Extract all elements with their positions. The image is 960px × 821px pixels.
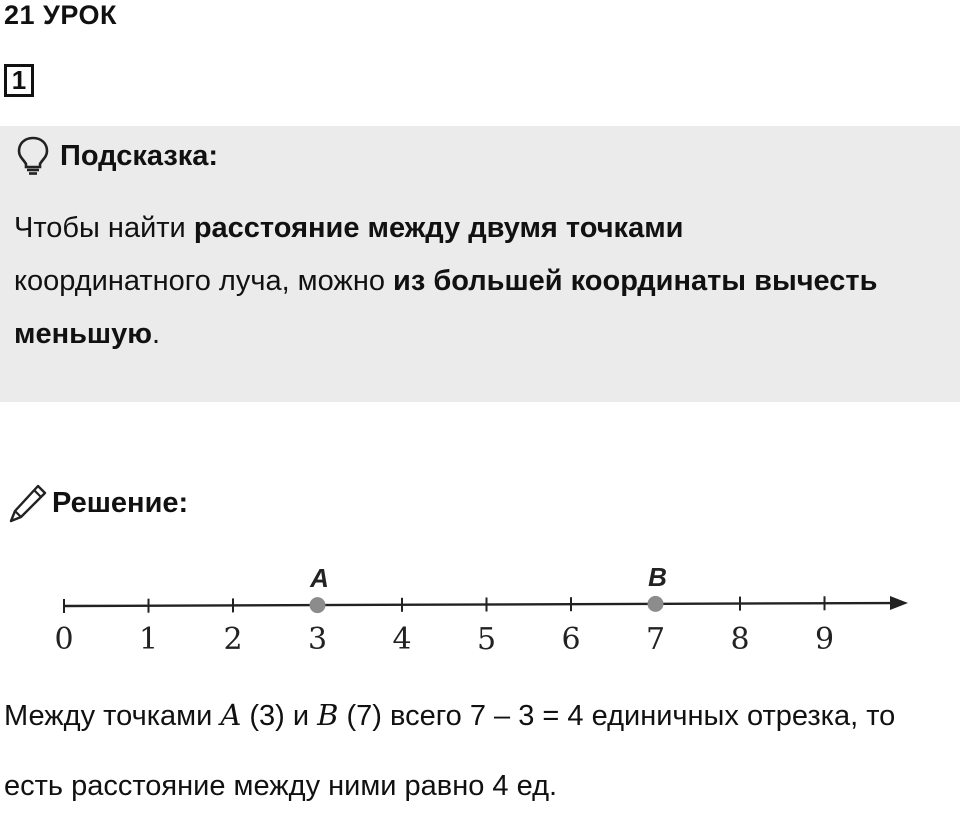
lightbulb-icon [16,136,50,176]
hint-text-part: . [152,318,161,350]
tick-label: 3 [307,622,328,657]
solution-heading: Решение: [52,487,189,519]
point-b-label: B [648,561,667,592]
point-a-label: A [310,563,329,594]
point-a-var: A [220,698,242,732]
hint-text-bold: расстояние между двумя точками [193,212,684,244]
hint-heading: Подсказка: [60,140,219,172]
point-a-dot [310,597,326,613]
tick-label: 6 [561,622,581,657]
hint-text-bold: из большей координаты вычесть меньшую [14,265,878,350]
hint-text-part: Чтобы найти [14,212,194,244]
tick-label: 9 [814,622,835,657]
tick-label: 8 [730,622,750,657]
answer-text-part: (7) всего 7 – 3 = 4 единичных отрезка, то есть расстояние между ними равно 4 ед. [4,700,896,802]
point-b-dot [648,596,664,612]
pencil-icon [8,483,48,525]
tick-label: 4 [392,622,412,657]
number-line-arrowhead [890,596,908,610]
hint-text [14,202,914,361]
tick-label: 2 [223,622,243,657]
number-line-axis [64,603,895,606]
task-number: 1 [4,64,34,97]
hint-text-part: координатного луча, можно [14,265,394,297]
point-b-var: B [317,698,339,732]
answer-text [4,680,944,821]
answer-text-part: Между точками [4,700,221,732]
tick-label: 1 [138,622,159,657]
number-line [50,552,920,662]
tick-label: 0 [54,622,74,657]
answer-text-part: (3) и [241,700,318,732]
lesson-title: 21 УРОК [4,0,117,30]
tick-label: 5 [476,622,497,657]
tick-label: 7 [645,622,666,657]
